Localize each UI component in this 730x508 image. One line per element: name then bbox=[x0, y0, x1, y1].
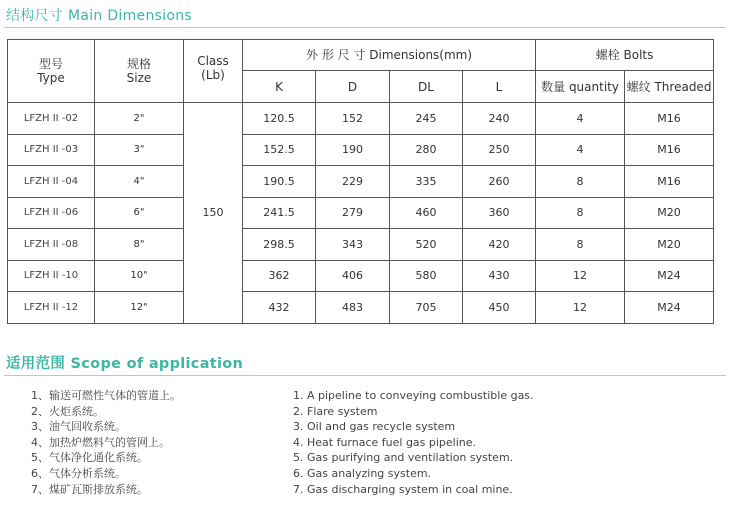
header-k: K bbox=[243, 71, 316, 103]
list-item: 2、火炬系统。 bbox=[31, 404, 104, 418]
cell-size: 2" bbox=[95, 103, 184, 135]
cell-size: 3" bbox=[95, 134, 184, 166]
list-item: 5、气体净化通化系统。 bbox=[31, 451, 148, 465]
dimensions-section-title: 结构尺寸 Main Dimensions bbox=[6, 8, 193, 24]
cell-l: 360 bbox=[463, 197, 536, 229]
list-item: 2. Flare system bbox=[293, 404, 378, 418]
cell-qty: 8 bbox=[536, 166, 625, 198]
cell-model: LFZH II -02 bbox=[8, 103, 95, 135]
cell-dl: 580 bbox=[390, 260, 463, 292]
header-type bbox=[8, 40, 95, 103]
cell-size: 10" bbox=[95, 260, 184, 292]
cell-l: 430 bbox=[463, 260, 536, 292]
header-size bbox=[95, 40, 184, 103]
list-item: 7. Gas discharging system in coal mine. bbox=[293, 482, 513, 496]
list-item: 4、加热炉燃料气的管网上。 bbox=[31, 435, 170, 449]
header-dl: DL bbox=[390, 71, 463, 103]
cell-k: 362 bbox=[243, 260, 316, 292]
table-header-row bbox=[8, 40, 714, 71]
cell-l: 420 bbox=[463, 229, 536, 261]
cell-d: 483 bbox=[316, 292, 390, 324]
cell-size: 12" bbox=[95, 292, 184, 324]
dimensions-divider bbox=[4, 27, 726, 28]
cell-model: LFZH II -04 bbox=[8, 166, 95, 198]
cell-class: 150 bbox=[184, 103, 243, 324]
list-item: 6、气体分析系统。 bbox=[31, 466, 126, 480]
scope-divider bbox=[4, 375, 726, 376]
cell-model: LFZH II -08 bbox=[8, 229, 95, 261]
list-item: 6. Gas analyzing system. bbox=[293, 466, 432, 480]
cell-k: 241.5 bbox=[243, 197, 316, 229]
header-size-en: Size bbox=[126, 71, 152, 85]
header-quantity: 数量 quantity bbox=[536, 71, 625, 103]
table-row bbox=[8, 292, 714, 324]
cell-size: 6" bbox=[95, 197, 184, 229]
header-bolts: 螺栓 Bolts bbox=[536, 40, 714, 71]
header-class-unit: (Lb) bbox=[201, 68, 225, 82]
header-threaded: 螺纹 Threaded bbox=[625, 71, 714, 103]
cell-dl: 460 bbox=[390, 197, 463, 229]
cell-l: 450 bbox=[463, 292, 536, 324]
cell-dl: 245 bbox=[390, 103, 463, 135]
cell-model: LFZH II -03 bbox=[8, 134, 95, 166]
list-item: 4. Heat furnace fuel gas pipeline. bbox=[293, 435, 477, 449]
cell-thread: M24 bbox=[625, 292, 714, 324]
dimensions-table bbox=[7, 39, 714, 324]
cell-model: LFZH II -10 bbox=[8, 260, 95, 292]
header-class-en: Class bbox=[197, 54, 229, 68]
cell-model: LFZH II -12 bbox=[8, 292, 95, 324]
cell-d: 229 bbox=[316, 166, 390, 198]
cell-d: 406 bbox=[316, 260, 390, 292]
cell-qty: 4 bbox=[536, 134, 625, 166]
cell-k: 298.5 bbox=[243, 229, 316, 261]
cell-dl: 705 bbox=[390, 292, 463, 324]
cell-dl: 335 bbox=[390, 166, 463, 198]
cell-d: 152 bbox=[316, 103, 390, 135]
header-dimensions: 外 形 尺 寸 Dimensions(mm) bbox=[243, 40, 536, 71]
cell-d: 279 bbox=[316, 197, 390, 229]
header-l: L bbox=[463, 71, 536, 103]
scope-list-cn bbox=[31, 388, 181, 497]
list-item: 5. Gas purifying and ventilation system. bbox=[293, 451, 514, 465]
cell-k: 152.5 bbox=[243, 134, 316, 166]
header-type-cn: 型号 bbox=[38, 57, 63, 71]
cell-model: LFZH II -06 bbox=[8, 197, 95, 229]
cell-thread: M16 bbox=[625, 103, 714, 135]
header-type-en: Type bbox=[37, 71, 65, 85]
cell-thread: M20 bbox=[625, 197, 714, 229]
list-item: 7、煤矿瓦斯排放系统。 bbox=[31, 482, 148, 496]
cell-d: 343 bbox=[316, 229, 390, 261]
cell-k: 432 bbox=[243, 292, 316, 324]
cell-l: 250 bbox=[463, 134, 536, 166]
header-class bbox=[184, 40, 243, 103]
cell-size: 8" bbox=[95, 229, 184, 261]
cell-size: 4" bbox=[95, 166, 184, 198]
cell-d: 190 bbox=[316, 134, 390, 166]
list-item: 1、输送可燃性气体的管道上。 bbox=[31, 389, 181, 402]
table-row bbox=[8, 197, 714, 229]
cell-qty: 12 bbox=[536, 292, 625, 324]
cell-l: 260 bbox=[463, 166, 536, 198]
cell-thread: M16 bbox=[625, 134, 714, 166]
cell-k: 120.5 bbox=[243, 103, 316, 135]
cell-qty: 4 bbox=[536, 103, 625, 135]
cell-qty: 12 bbox=[536, 260, 625, 292]
table-row bbox=[8, 229, 714, 261]
cell-l: 240 bbox=[463, 103, 536, 135]
list-item: 3、油气回收系统。 bbox=[31, 420, 126, 434]
cell-k: 190.5 bbox=[243, 166, 316, 198]
table-row bbox=[8, 260, 714, 292]
cell-dl: 520 bbox=[390, 229, 463, 261]
scope-section-title: 适用范围 Scope of application bbox=[6, 356, 244, 372]
header-d: D bbox=[316, 71, 390, 103]
header-size-cn: 规格 bbox=[126, 57, 151, 71]
cell-dl: 280 bbox=[390, 134, 463, 166]
cell-qty: 8 bbox=[536, 197, 625, 229]
cell-qty: 8 bbox=[536, 229, 625, 261]
table-row bbox=[8, 134, 714, 166]
table-row bbox=[8, 166, 714, 198]
scope-list-en bbox=[293, 388, 534, 497]
cell-thread: M24 bbox=[625, 260, 714, 292]
cell-thread: M20 bbox=[625, 229, 714, 261]
list-item: 1. A pipeline to conveying combustible gas. bbox=[293, 389, 534, 402]
list-item: 3. Oil and gas recycle system bbox=[293, 420, 456, 434]
table-row bbox=[8, 103, 714, 135]
cell-thread: M16 bbox=[625, 166, 714, 198]
